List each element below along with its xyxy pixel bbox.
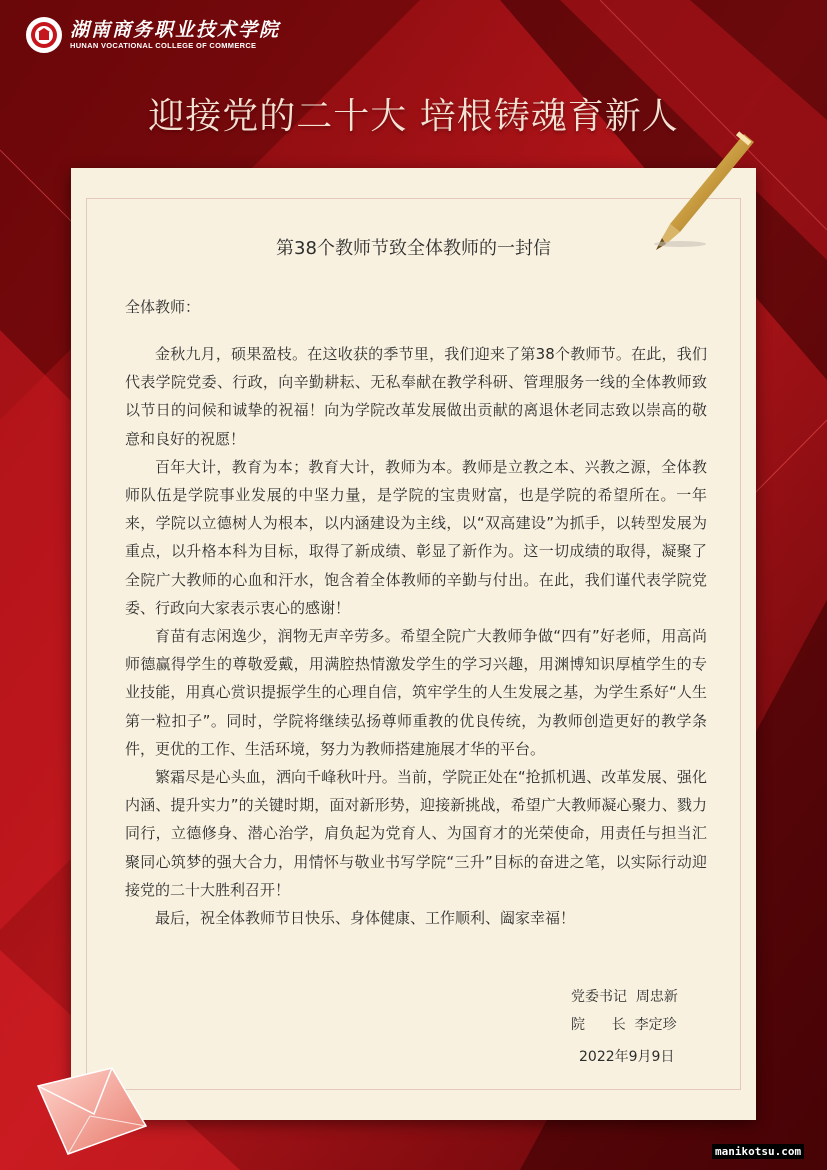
- letter-paragraph: 最后，祝全体教师节日快乐、身体健康、工作顺利、阖家幸福！: [155, 909, 576, 928]
- signature-president: 院 长 李定珍: [571, 1017, 677, 1033]
- signature-party-secretary: 党委书记 周忠新: [571, 989, 678, 1005]
- letter-paragraph: 金秋九月，硕果盈枝。在这收获的季节里，我们迎来了第38个教师节。在此，我们代表学院党委、行政，向辛勤耕耘、无私奉献在教学科研、管理服务一线的全体教师致以节日的问候和诚挚的祝福！向为学院改革发展做出贡献的离退休老同志致以崇高的敬意和良好的祝愿！: [125, 345, 707, 448]
- letter-salutation: 全体教师：: [125, 298, 201, 316]
- letter-body: [125, 340, 707, 932]
- envelope-icon: [28, 1064, 152, 1160]
- watermark: manikotsu.com: [712, 1144, 804, 1159]
- college-name-cn: 湖南商务职业技术学院: [70, 19, 281, 41]
- college-logo: [26, 17, 280, 53]
- letter-paragraph: 百年大计，教育为本；教育大计，教师为本。教师是立教之本、兴教之源，全体教师队伍是学院事业发展的中坚力量，是学院的宝贵财富，也是学院的希望所在。一年来，学院以立德树人为根本，以内涵建设为主线，以“双高建设”为抓手，以转型发展为重点，以升格本科为目标，取得了新成绩、彰显了新作为。这一切成绩的取得，凝聚了全院广大教师的心血和汗水，饱含着全体教师的辛勤与付出。在此，我们谨代表学院党委、行政向大家表示衷心的感谢！: [125, 457, 707, 617]
- letter-paragraph: 育苗有志闲逸少，润物无声辛劳多。希望全院广大教师争做“四有”好老师，用高尚师德赢得学生的尊敬爱戴，用满腔热情激发学生的学习兴趣，用渊博知识厚植学生的专业技能，用真心赏识提振学生的心理自信，筑牢学生的人生发展之基，为学生系好“人生第一粒扣子”。同时，学院将继续弘扬尊师重教的优良传统，为教师创造更好的教学条件，更优的工作、生活环境，努力为教师搭建施展才华的平台。: [125, 627, 707, 758]
- letter-date: 2022年9月9日: [579, 1049, 675, 1065]
- college-name-en: HUNAN VOCATIONAL COLLEGE OF COMMERCE: [70, 41, 257, 50]
- letter-paper: [71, 168, 756, 1120]
- college-emblem-icon: [26, 17, 62, 53]
- letter-paragraph: 繁霜尽是心头血，洒向千峰秋叶丹。当前，学院正处在“抢抓机遇、改革发展、强化内涵、提升实力”的关键时期，面对新形势，迎接新挑战，希望广大教师凝心聚力、戮力同行，立德修身、潜心治学，肩负起为党育人、为国育才的光荣使命，用责任与担当汇聚同心筑梦的强大合力，用情怀与敬业书写学院“三升”目标的奋进之笔，以实际行动迎接党的二十大胜利召开！: [125, 768, 707, 899]
- banner-slogan: 迎接党的二十大 培根铸魂育新人: [148, 96, 679, 137]
- letter-title: 第38个教师节致全体教师的一封信: [276, 238, 551, 259]
- fountain-pen-icon: [640, 128, 760, 258]
